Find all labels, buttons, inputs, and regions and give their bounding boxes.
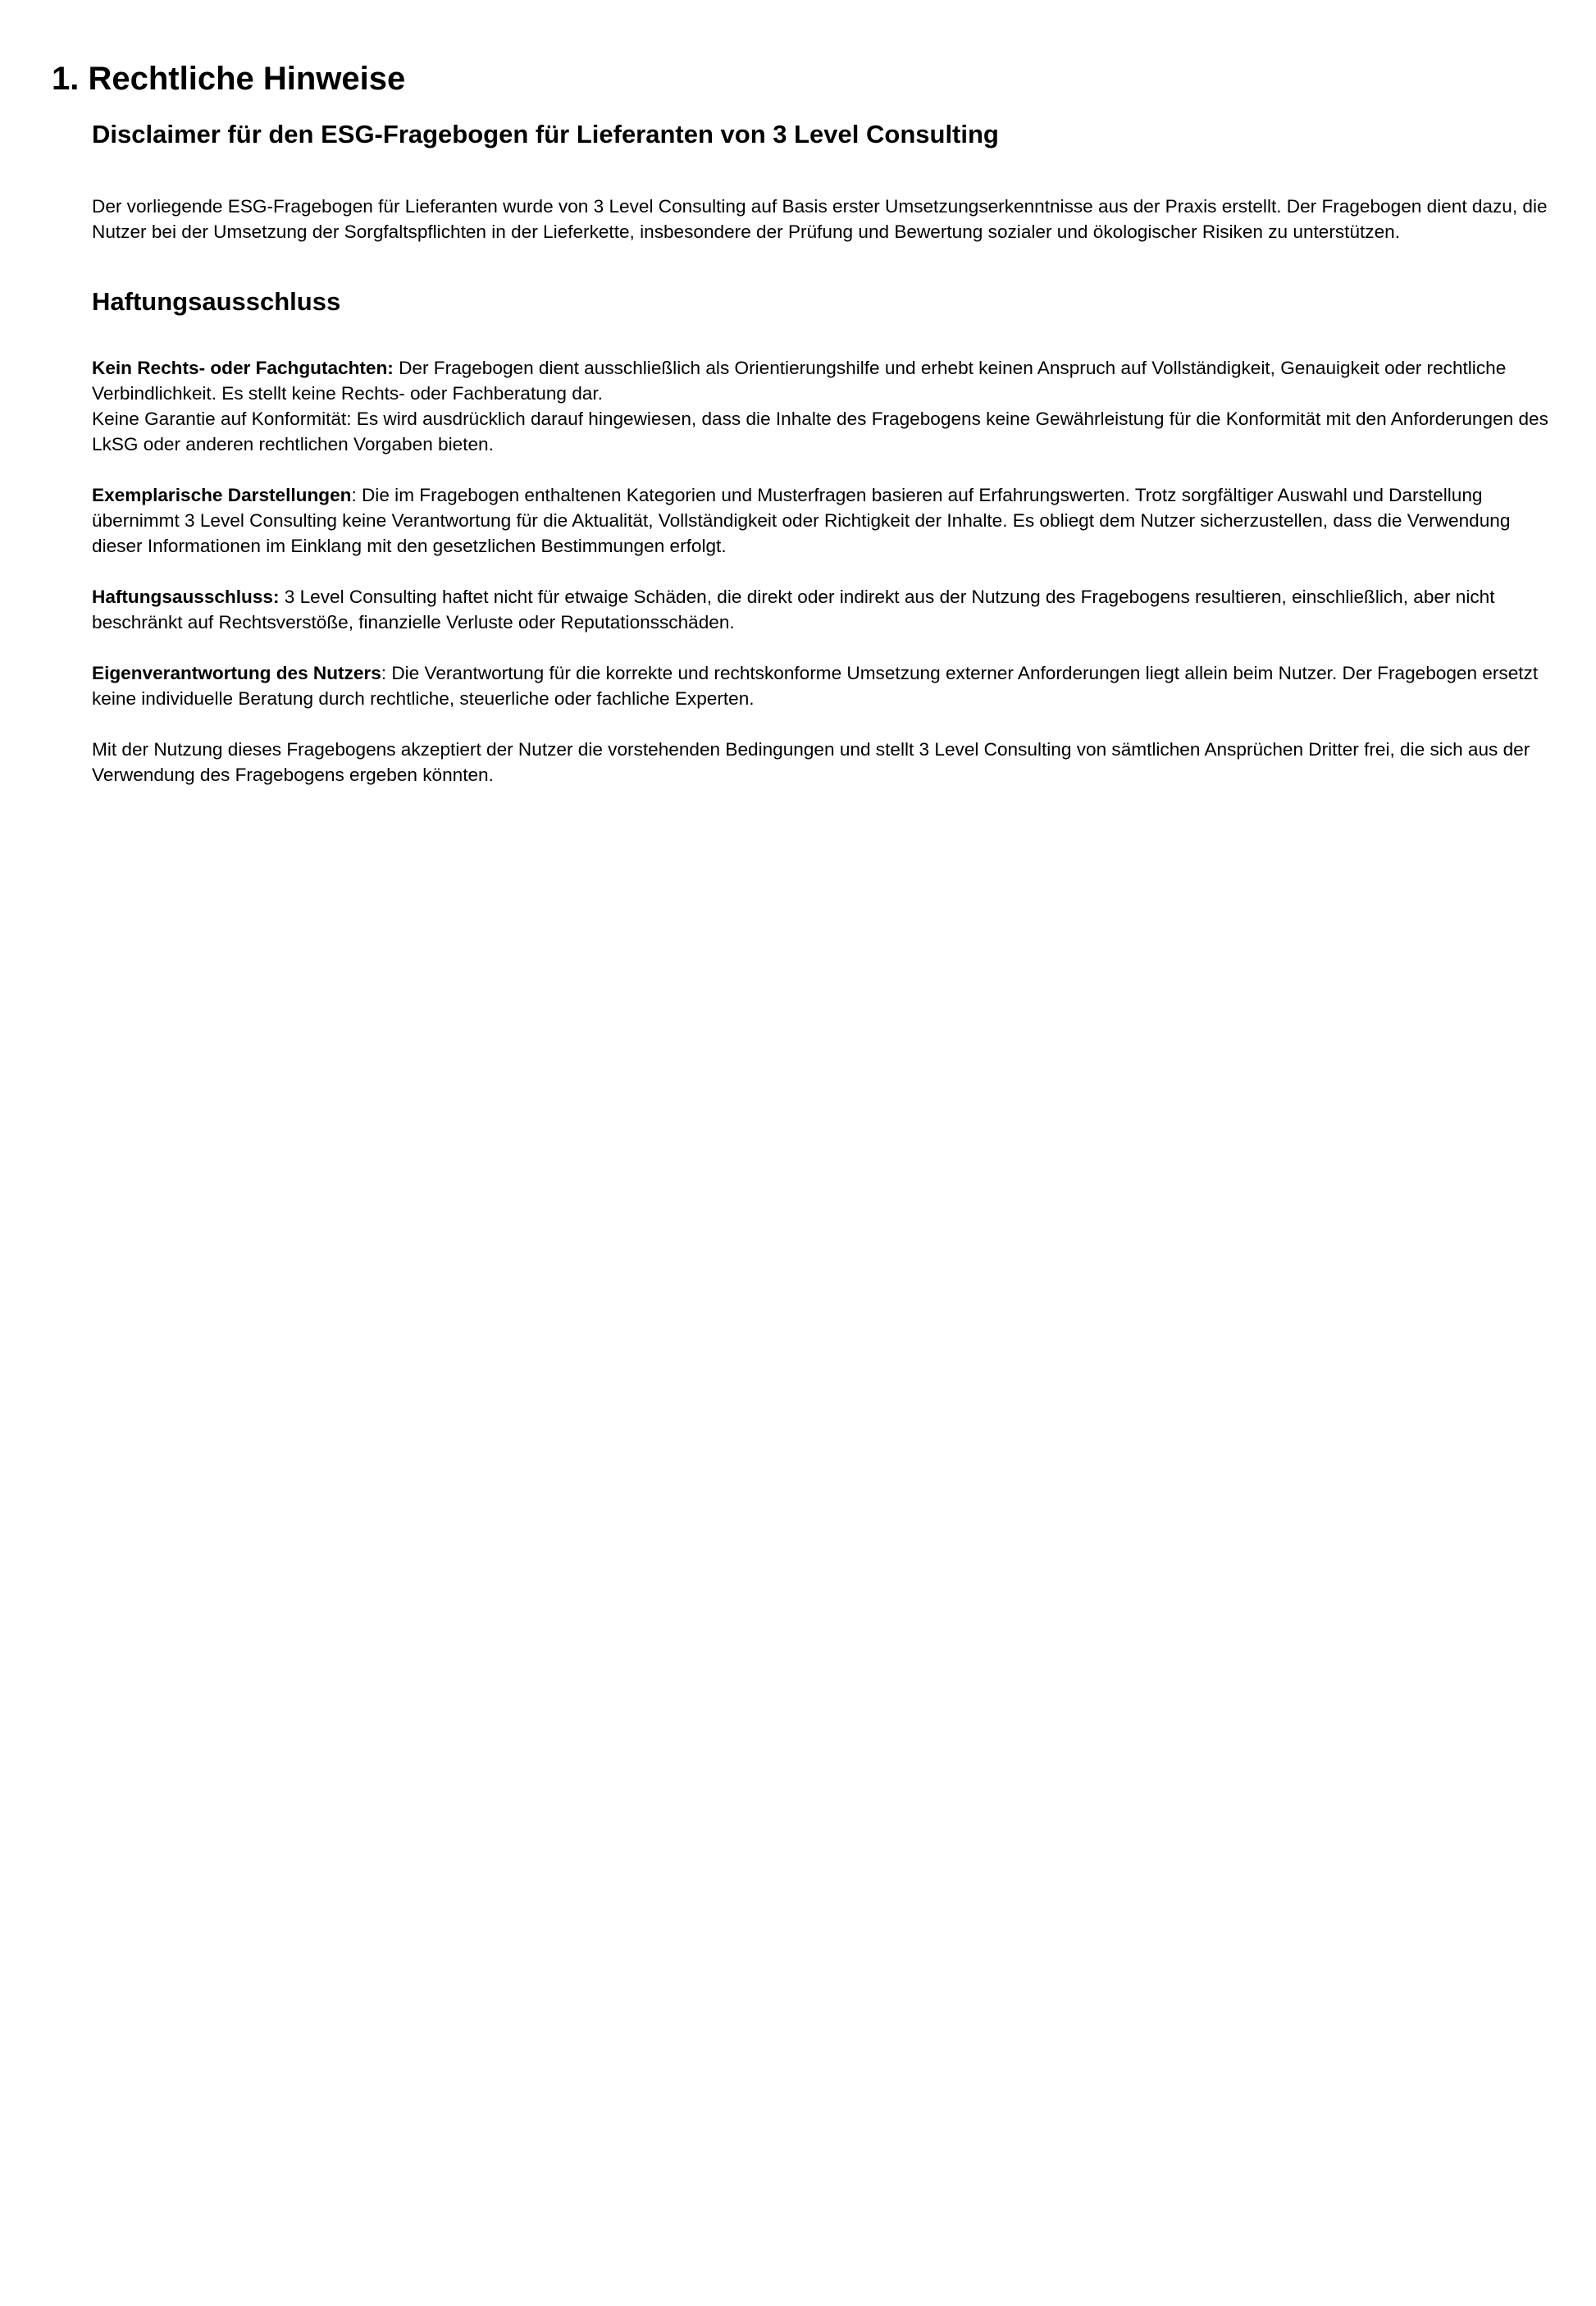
paragraph-legal-opinion bbox=[92, 355, 1552, 406]
intro-paragraph: Der vorliegende ESG-Fragebogen für Lieferanten wurde von 3 Level Consulting auf Basis erster Umsetzungserkenntnisse aus der Praxis erstellt. Der Fragebogen dient dazu, die Nutzer bei der Umsetzung der Sorgfaltspflichten in der Lieferkette, insbesondere der Prüfung und Bewertung sozialer und ökologischer Risiken zu unterstützen. bbox=[92, 196, 1548, 242]
paragraph-exemplary bbox=[92, 482, 1552, 559]
paragraph-label: Haftungsausschluss: bbox=[92, 587, 280, 607]
paragraph-text: Der Fragebogen dient ausschließlich als Orientierungshilfe und erhebt keinen Anspruch auf Vollständigkeit, Genauigkeit oder rechtliche Verbindlichkeit. Es stellt keine Rechts- oder Fachberatung dar. bbox=[92, 358, 1507, 404]
document-body bbox=[92, 118, 1552, 788]
paragraph-liability bbox=[92, 584, 1552, 635]
disclaimer-heading: Disclaimer für den ESG-Fragebogen für Lieferanten von 3 Level Consulting bbox=[92, 120, 999, 148]
paragraph-acceptance bbox=[92, 737, 1552, 788]
paragraph-text: : Die Verantwortung für die korrekte und rechtskonforme Umsetzung externer Anforderungen liegt allein beim Nutzer. Der Fragebogen ersetzt keine individuelle Beratung durch rechtliche, steuerliche oder fachliche Experten. bbox=[92, 663, 1539, 709]
liability-heading: Haftungsausschluss bbox=[92, 287, 341, 316]
paragraph-responsibility bbox=[92, 660, 1552, 711]
paragraph-text: 3 Level Consulting haftet nicht für etwaige Schäden, die direkt oder indirekt aus der Nutzung des Fragebogens resultieren, einschließlich, aber nicht beschränkt auf Rechtsverstöße, finanzielle Verluste oder Reputationsschäden. bbox=[92, 587, 1495, 632]
paragraph-label: Exemplarische Darstellungen bbox=[92, 485, 352, 505]
paragraph-label: Kein Rechts- oder Fachgutachten: bbox=[92, 358, 394, 378]
page-title: 1. Rechtliche Hinweise bbox=[52, 61, 406, 97]
paragraph-label: Eigenverantwortung des Nutzers bbox=[92, 663, 381, 683]
paragraph-text: Keine Garantie auf Konformität: Es wird ausdrücklich darauf hingewiesen, dass die Inhalte des Fragebogens keine Gewährleistung für die Konformität mit den Anforderungen des LkSG oder anderen rechtlichen Vorgaben bieten. bbox=[92, 409, 1548, 454]
paragraph-text: Mit der Nutzung dieses Fragebogens akzeptiert der Nutzer die vorstehenden Bedingungen und stellt 3 Level Consulting von sämtlichen Ansprüchen Dritter frei, die sich aus der Verwendung des Fragebogens ergeben könnten. bbox=[92, 739, 1530, 785]
paragraph-conformity bbox=[92, 406, 1552, 457]
paragraph-text: : Die im Fragebogen enthaltenen Kategorien und Musterfragen basieren auf Erfahrungswerten. Trotz sorgfältiger Auswahl und Darstellung übernimmt 3 Level Consulting keine Verantwortung für die Aktualität, Vollständigkeit oder Richtigkeit der Inhalte. Es obliegt dem Nutzer sicherzustellen, dass die Verwendung dieser Informationen im Einklang mit den gesetzlichen Bestimmungen erfolgt. bbox=[92, 485, 1511, 556]
